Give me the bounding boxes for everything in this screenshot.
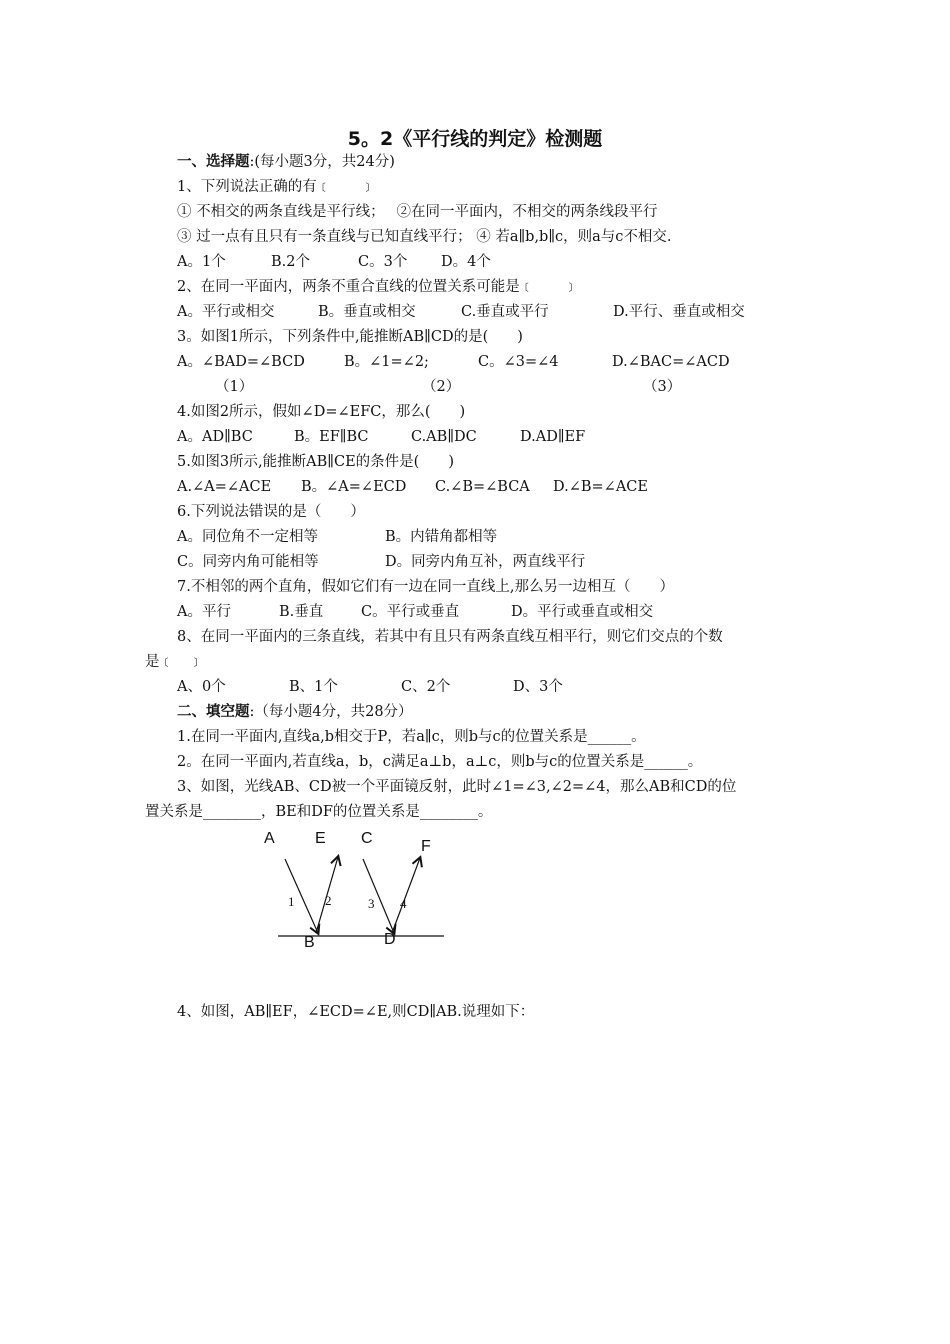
q2-option-c: C.垂直或平行 — [461, 304, 549, 320]
q7-option-a: A。平行 — [177, 604, 231, 620]
q4-option-a: A。AD∥BC — [177, 429, 253, 445]
q3-option-a: A。∠BAD=∠BCD — [177, 354, 305, 370]
q6-option-a: A。同位角不一定相等 — [177, 529, 318, 545]
q1-statement-2: ③ 过一点有且只有一条直线与已知直线平行； ④ 若a∥b,b∥c，则a与c不相交. — [177, 229, 672, 245]
q5-option-c: C.∠B=∠BCA — [435, 479, 530, 495]
q5-option-b: B。∠A=∠ECD — [301, 479, 407, 495]
q1-option-d: D。4个 — [441, 254, 491, 270]
q7-option-d: D。平行或垂直或相交 — [511, 604, 654, 620]
q3-option-b: B。∠1=∠2; — [344, 354, 429, 370]
q2-option-d: D.平行、垂直或相交 — [613, 304, 745, 320]
q1-option-b: B.2个 — [271, 254, 310, 270]
figure-3-label: （3） — [643, 379, 682, 395]
q1-option-a: A。1个 — [177, 254, 226, 270]
q6-option-b: B。内错角都相等 — [385, 529, 498, 545]
q7-stem: 7.不相邻的两个直角，假如它们有一边在同一直线上,那么另一边相互（ ） — [177, 579, 674, 595]
angle-label-1: 1 — [288, 894, 295, 909]
q2-stem: 2、在同一平面内，两条不重合直线的位置关系可能是﹝ ﹞ — [177, 279, 578, 295]
figure-2-label: （2） — [422, 379, 461, 395]
q8-option-a: A、0个 — [177, 679, 226, 695]
q3-stem: 3。如图1所示，下列条件中,能推断AB∥CD的是( ) — [177, 329, 523, 345]
q1-option-c: C。3个 — [358, 254, 408, 270]
section-2-note: :（每小题4分，共28分） — [249, 704, 413, 720]
fill-2: 2。在同一平面内,若直线a，b，c满足a⊥b，a⊥c，则b与c的位置关系是______。 — [177, 754, 703, 770]
q6-stem: 6.下列说法错误的是（ ） — [177, 504, 365, 520]
q8-stem-line-2: 是﹝ ﹞ — [145, 654, 203, 670]
q4-option-d: D.AD∥EF — [520, 429, 586, 445]
q1-statement-1: ① 不相交的两条直线是平行线； ②在同一平面内，不相交的两条线段平行 — [177, 204, 658, 220]
q2-option-a: A。平行或相交 — [177, 304, 275, 320]
section-1-head: 一、选择题 — [177, 154, 250, 170]
angle-label-3: 3 — [368, 896, 375, 911]
q1-stem: 1、下列说法正确的有﹝ ﹞ — [177, 179, 375, 195]
point-label-f: F — [421, 838, 431, 855]
angle-label-4: 4 — [400, 896, 407, 911]
point-label-a: A — [264, 830, 275, 847]
q6-option-d: D。同旁内角互补，两直线平行 — [385, 554, 586, 570]
fill-4: 4、如图，AB∥EF，∠ECD=∠E,则CD∥AB.说理如下： — [177, 1004, 535, 1020]
fill-3-line-1: 3、如图，光线AB、CD被一个平面镜反射，此时∠1=∠3,∠2=∠4，那么AB和CD的位 — [177, 779, 737, 795]
q8-option-c: C、2个 — [401, 679, 451, 695]
point-label-b: B — [304, 934, 315, 951]
q4-option-c: C.AB∥DC — [411, 429, 477, 445]
q6-option-c: C。同旁内角可能相等 — [177, 554, 319, 570]
section-1-note: :(每小题3分，共24分) — [249, 154, 395, 170]
figure-1-label: （1） — [215, 379, 254, 395]
q3-option-c: C。∠3=∠4 — [478, 354, 559, 370]
q5-option-a: A.∠A=∠ACE — [177, 479, 272, 495]
q8-option-b: B、1个 — [289, 679, 338, 695]
angle-label-2: 2 — [325, 893, 332, 908]
q7-option-c: C。平行或垂直 — [361, 604, 460, 620]
q4-option-b: B。EF∥BC — [294, 429, 369, 445]
q3-option-d: D.∠BAC=∠ACD — [612, 354, 730, 370]
section-2-head: 二、填空题 — [177, 704, 250, 720]
point-label-c: C — [361, 830, 373, 847]
point-label-e: E — [315, 830, 326, 847]
q2-option-b: B。垂直或相交 — [318, 304, 416, 320]
q7-option-b: B.垂直 — [279, 604, 324, 620]
q4-stem: 4.如图2所示，假如∠D=∠EFC，那么( ) — [177, 404, 466, 420]
fill-3-line-2: 置关系是________，BE和DF的位置关系是________。 — [145, 804, 493, 820]
fill-1: 1.在同一平面内,直线a,b相交于P，若a∥c，则b与c的位置关系是______。 — [177, 729, 646, 745]
q5-option-d: D.∠B=∠ACE — [553, 479, 648, 495]
q8-stem-line-1: 8、在同一平面内的三条直线，若其中有且只有两条直线互相平行，则它们交点的个数 — [177, 629, 723, 645]
q8-option-d: D、3个 — [513, 679, 563, 695]
q5-stem: 5.如图3所示,能推断AB∥CE的条件是( ) — [177, 454, 454, 470]
point-label-d: D — [384, 931, 396, 948]
page-title: 5。2《平行线的判定》检测题 — [347, 128, 603, 150]
